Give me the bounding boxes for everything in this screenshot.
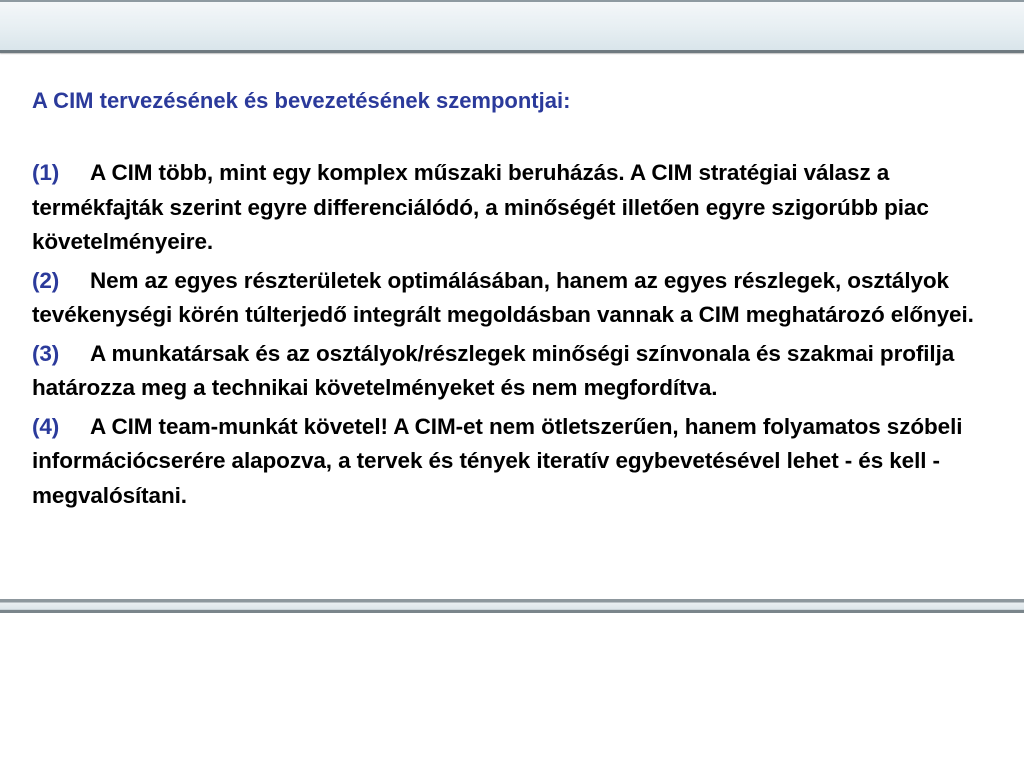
footer-band [0, 599, 1024, 613]
list-item [32, 337, 1007, 406]
list-item [32, 410, 1007, 514]
header-rule [0, 50, 1024, 53]
list-item [32, 264, 1007, 333]
item-text: Nem az egyes részterületek optimálásában, hanem az egyes részlegek, osztályok tevékenységi körén túlterjedő integrált megoldásban vannak a CIM meghatározó előnyei. [32, 267, 974, 327]
item-number: (2) [32, 267, 60, 293]
slide-title: A CIM tervezésének és bevezetésének szempontjai: [32, 88, 571, 113]
item-text: A munkatársak és az osztályok/részlegek minőségi színvonala és szakmai profilja határozza meg a technikai követelményeket és nem megfordítva. [32, 340, 955, 400]
item-number: (1) [32, 160, 60, 185]
item-text: A CIM team-munkát követel! A CIM-et nem ötletszerűen, hanem folyamatos szóbeli információcserére alapozva, a tervek és tények iteratív egybevetésével lehet - és kell - megvalósítani. [32, 413, 963, 508]
item-number: (3) [32, 340, 60, 366]
slide-content [32, 84, 1007, 517]
header-band [0, 0, 1024, 52]
list-item [32, 156, 1007, 260]
item-text: A CIM több, mint egy komplex műszaki beruházás. A CIM stratégiai válasz a termékfajták szerint egyre differenciálódó, a minőségét illetően egyre szigorúbb piac követelményeire. [32, 160, 929, 254]
item-number: (4) [32, 413, 60, 439]
